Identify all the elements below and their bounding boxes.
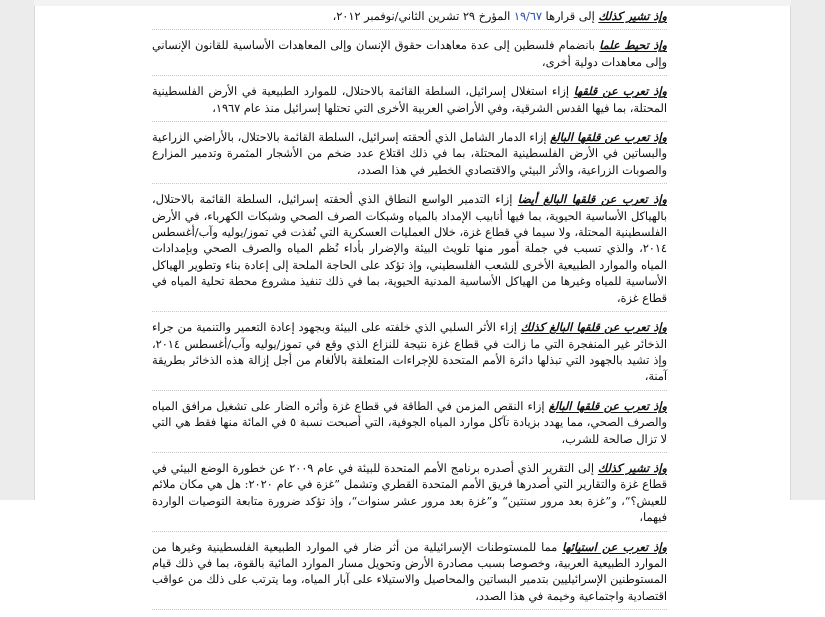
preamble-paragraph-3 (152, 83, 667, 122)
paragraph-text: إزاء النقص المزمن في الطاقة في قطاع غزة وأثره الضار على تشغيل مرافق المياه والصرف الصحي، مما يهدد بزيادة تآكل موارد المياه الجوفية، التي أصبحت نسبة ٥ في المائة منها فقط هي التي لا تزال صالحة للشرب، (152, 399, 667, 446)
paragraph-lead: وإذ تحيط علما (599, 38, 667, 53)
paragraph-text: إلى التقرير الذي أصدره برنامج الأمم المتحدة للبيئة في عام ٢٠٠٩ عن خطورة الوضع البيئي في قطاع غزة والتقارير التي أصدرها فريق الأمم المتحدة القطري وتشمل ”غزة في عام ٢٠٢٠: هل هي مكان ملائم للعيش؟“، و”غزة بعد مرور سنتين“ و”غزة بعد مرور عشر سنوات“، وإذ تؤكد ضرورة متابعة التوصيات الواردة فيهما، (152, 461, 667, 525)
paragraph-text: إلى قرارها (541, 10, 599, 23)
paragraph-text: إزاء الدمار الشامل الذي ألحقته إسرائيل، السلطة القائمة بالاحتلال، بالأراضي الزراعية والبساتين في الأرض الفلسطينية المحتلة، بما في ذلك اقتلاع عدد ضخم من الأشجار المثمرة وتدمير المزارع والصوبات الزراعية، والأثر البيئي والاقتصادي الخطير في هذا الصدد، (152, 131, 667, 177)
paragraph-lead: وإذ تشير كذلك (597, 460, 667, 475)
preamble-paragraph-9 (152, 539, 667, 611)
paragraph-text: بانضمام فلسطين إلى عدة معاهدات حقوق الإنسان وإلى المعاهدات الأساسية للقانون الإنساني وإلى معاهدات دولية أخرى، (152, 39, 667, 69)
resolution-number-link[interactable]: ١٩/٦٧ (513, 10, 542, 23)
preamble-paragraph-8 (152, 460, 667, 532)
preamble-paragraph-2 (152, 37, 667, 76)
paragraph-lead: وإذ تعرب عن استيائها (562, 539, 667, 554)
preamble-paragraph-5 (152, 191, 667, 312)
paragraph-lead: وإذ تعرب عن قلقها البالغ أيضا (517, 192, 667, 207)
document-page (152, 8, 667, 617)
paragraph-text: إزاء استغلال إسرائيل، السلطة القائمة بالاحتلال، للموارد الطبيعية في الأرض الفلسطينية المحتلة، بما فيها القدس الشرقية، وفي الأراضي العربية الأخرى التي تحتلها إسرائيل منذ عام ١٩٦٧، (152, 85, 667, 115)
paragraph-lead: وإذ تعرب عن قلقها البالغ (548, 398, 667, 413)
left-margin (0, 0, 35, 500)
paragraph-lead: وإذ تشير كذلك (598, 9, 667, 23)
preamble-paragraph-7 (152, 398, 667, 453)
preamble-paragraph-6 (152, 319, 667, 391)
paragraph-text: إزاء الأثر السلبي الذي خلفته على البيئة وبجهود إعادة التعمير والتنمية من جراء الذخائر غير المنفجرة التي ما زالت في قطاع غزة نتيجة للنزاع الذي وقع في تموز/يوليه وآب/أغسطس ٢٠١٤، وإذ تشيد بالجهود التي تبذلها دائرة الأمم المتحدة للإجراءات المتعلقة بالألغام من أجل إزالة هذه الذخائر بطريقة آمنة، (152, 321, 667, 384)
paragraph-lead: وإذ تعرب عن قلقها (573, 84, 668, 99)
preamble-paragraph-1 (152, 8, 667, 30)
paragraph-text: إزاء التدمير الواسع النطاق الذي ألحقته إسرائيل، السلطة القائمة بالاحتلال، بالهياكل الأساسية الحيوية، بما فيها أنابيب الإمداد بالمياه وشبكات الصرف الصحي وشبكات الكهرباء، في الأرض الفلسطينية المحتلة، ولا سيما في قطاع غزة، خلال العمليات العسكرية التي نُفذت في تموز/يوليه وآب/أغسطس ٢٠١٤، والذي تسبب في جملة أمور منها تلويث البيئة والإضرار بأداء نُظم المياه والصرف الصحي وبإمدادات المياه والموارد الطبيعية الأخرى للشعب الفلسطيني، وإذ تؤكد على الحاجة الملحة إلى إعادة بناء وتطوير الهياكل الأساسية للمياه وغيرها من الهياكل الأساسية المدنية الحيوية، بما في ذلك تنفيذ مشروع محطة تحلية المياه في قطاع غزة، (152, 193, 667, 305)
paragraph-text: المؤرخ ٢٩ تشرين الثاني/نوفمبر ٢٠١٢، (332, 10, 514, 23)
top-margin (34, 0, 791, 6)
preamble-paragraph-4 (152, 129, 667, 184)
paragraph-lead: وإذ تعرب عن قلقها البالغ كذلك (520, 320, 667, 335)
paragraph-lead: وإذ تعرب عن قلقها البالغ (550, 130, 667, 145)
right-margin (790, 0, 825, 500)
paragraph-text: مما للمستوطنات الإسرائيلية من أثر ضار في الموارد الطبيعية الفلسطينية وغيرها من الموارد الطبيعية العربية، وخصوصا بسبب مصادرة الأرض وتحويل مسار الموارد المائية بالقوة، بما في ذلك قيام المستوطنين الإسرائيليين بتدمير البساتين والمحاصيل والاستيلاء على آبار المياه، وما يترتب على ذلك من عواقب اقتصادية واجتماعية وخيمة في هذا الصدد، (152, 540, 667, 603)
